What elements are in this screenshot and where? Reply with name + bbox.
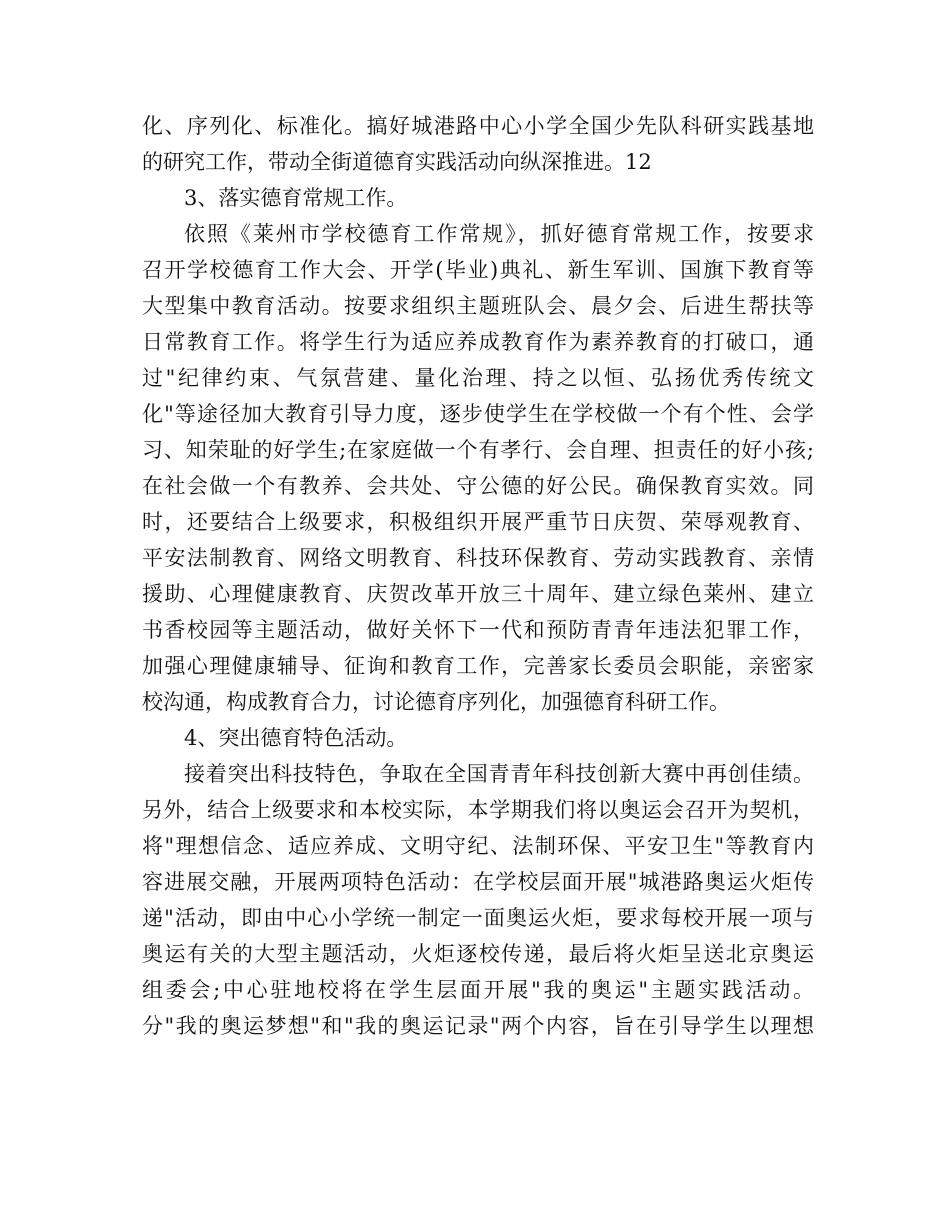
text-line: 校沟通，构成教育合力，讨论德育序列化，加强德育科研工作。 (142, 690, 730, 714)
text-line: 召开学校德育工作大会、开学(毕业)典礼、新生军训、国旗下教育等 (142, 258, 814, 282)
text-line: 组委会;中心驻地校将在学生层面开展"我的奥运"主题实践活动。 (142, 978, 814, 1002)
text-line: 另外，结合上级要求和本校实际，本学期我们将以奥运会召开为契机， (142, 798, 814, 822)
text-line: 在社会做一个有教养、会共处、守公德的好公民。确保教育实效。同 (142, 474, 814, 498)
text-line: 化、序列化、标准化。搞好城港路中心小学全国少先队科研实践基地 (142, 114, 814, 138)
text-line: 平安法制教育、网络文明教育、科技环保教育、劳动实践教育、亲情 (142, 546, 814, 570)
text-line: 依照《莱州市学校德育工作常规》，抓好德育常规工作，按要求 (184, 222, 814, 246)
text-line: 分"我的奥运梦想"和"我的奥运记录"两个内容，旨在引导学生以理想 (142, 1014, 814, 1038)
text-line: 时，还要结合上级要求，积极组织开展严重节日庆贺、荣辱观教育、 (142, 510, 814, 534)
text-line: 援助、心理健康教育、庆贺改革开放三十周年、建立绿色莱州、建立 (142, 582, 814, 606)
text-line: 将"理想信念、适应养成、文明守纪、法制环保、平安卫生"等教育内 (142, 834, 814, 858)
text-line: 4、突出德育特色活动。 (184, 726, 408, 750)
text-line: 的研究工作，带动全街道德育实践活动向纵深推进。12 (142, 150, 652, 174)
text-line: 化"等途径加大教育引导力度，逐步使学生在学校做一个有个性、会学 (142, 402, 814, 426)
text-line: 过"纪律约束、气氛营建、量化治理、持之以恒、弘扬优秀传统文 (142, 366, 814, 390)
text-line: 3、落实德育常规工作。 (184, 186, 408, 210)
document-body (142, 108, 814, 1044)
text-line: 奥运有关的大型主题活动，火炬逐校传递，最后将火炬呈送北京奥运 (142, 942, 814, 966)
text-line: 容进展交融，开展两项特色活动：在学校层面开展"城港路奥运火炬传 (142, 870, 814, 894)
text-line: 大型集中教育活动。按要求组织主题班队会、晨夕会、后进生帮扶等 (142, 294, 814, 318)
text-line: 递"活动，即由中心小学统一制定一面奥运火炬，要求每校开展一项与 (142, 906, 814, 930)
text-line: 接着突出科技特色，争取在全国青青年科技创新大赛中再创佳绩。 (184, 762, 814, 786)
text-line: 习、知荣耻的好学生;在家庭做一个有孝行、会自理、担责任的好小孩; (142, 438, 814, 462)
text-line: 加强心理健康辅导、征询和教育工作，完善家长委员会职能，亲密家 (142, 654, 814, 678)
text-line: 日常教育工作。将学生行为适应养成教育作为素养教育的打破口，通 (142, 330, 814, 354)
text-line: 书香校园等主题活动，做好关怀下一代和预防青青年违法犯罪工作， (142, 618, 814, 642)
